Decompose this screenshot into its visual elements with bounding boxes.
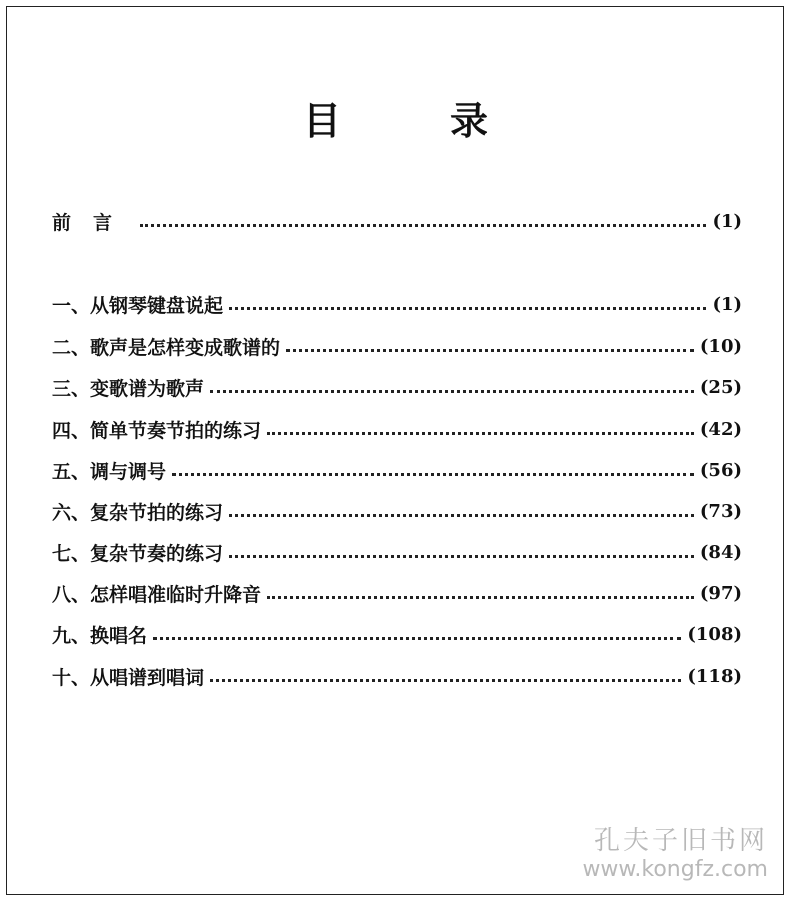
chapter-number: 四、 (52, 419, 91, 442)
dot-leader (229, 555, 694, 558)
toc-entry-title (52, 663, 204, 690)
chapter-title: 调与调号 (90, 460, 167, 483)
dot-leader (267, 432, 694, 435)
watermark-url: www.kongfz.com (582, 857, 768, 882)
chapter-title: 简单节奏节拍的练习 (90, 419, 262, 442)
toc-entry-title: 前言 (52, 211, 135, 234)
toc-heading (0, 96, 790, 146)
toc-entry-preface[interactable] (52, 206, 742, 236)
toc-entry-title (52, 333, 280, 360)
toc-entry-page: (56) (699, 459, 742, 481)
toc-entry-title (52, 539, 223, 566)
chapter-title: 歌声是怎样变成歌谱的 (90, 336, 281, 359)
toc-entry-chapter-7[interactable] (52, 537, 742, 567)
chapter-number: 七、 (52, 542, 91, 565)
toc-entry-page: (73) (699, 500, 742, 522)
toc-entry-chapter-2[interactable] (52, 331, 742, 361)
toc-entry-title (52, 498, 223, 525)
chapter-title: 复杂节奏的练习 (90, 542, 224, 565)
toc-entry-title (52, 580, 261, 607)
dot-leader (229, 514, 694, 517)
dot-leader (267, 596, 694, 599)
watermark-site-name: 孔夫子旧书网 (593, 826, 768, 856)
chapter-title: 从唱谱到唱词 (90, 666, 205, 689)
chapter-number: 八、 (52, 583, 91, 606)
toc-entry-page: (108) (687, 623, 742, 645)
chapter-number: 十、 (52, 666, 91, 689)
chapter-title: 怎样唱准临时升降音 (90, 583, 262, 606)
chapter-number: 六、 (52, 501, 91, 524)
toc-entry-title (52, 416, 261, 443)
toc-entry-chapter-3[interactable] (52, 372, 742, 402)
toc-entry-page: (42) (699, 418, 742, 440)
toc-entry-page: (97) (699, 582, 742, 604)
toc-entry-title (52, 621, 147, 648)
toc-entry-title (52, 457, 166, 484)
chapter-title: 换唱名 (90, 624, 148, 647)
toc-entry-title (52, 291, 223, 318)
toc-entry-page: (1) (712, 210, 742, 232)
chapter-title: 复杂节拍的练习 (90, 501, 224, 524)
toc-entry-chapter-6[interactable] (52, 496, 742, 526)
toc-entry-page: (1) (712, 293, 742, 315)
chapter-number: 九、 (52, 624, 91, 647)
toc-entry-page: (25) (699, 376, 742, 398)
chapter-number: 一、 (52, 294, 91, 317)
dot-leader (172, 473, 694, 476)
toc-entry-chapter-4[interactable] (52, 414, 742, 444)
chapter-title: 变歌谱为歌声 (90, 377, 205, 400)
toc-entry-page: (84) (699, 541, 742, 563)
watermark (582, 825, 768, 883)
chapter-number: 五、 (52, 460, 91, 483)
toc-entry-chapter-8[interactable] (52, 578, 742, 608)
chapter-title: 从钢琴键盘说起 (90, 294, 224, 317)
dot-leader (210, 390, 694, 393)
toc-entry-title (52, 374, 204, 401)
toc-entry-chapter-10[interactable] (52, 661, 742, 691)
toc-entry-page: (10) (699, 335, 742, 357)
chapter-number: 二、 (52, 336, 91, 359)
toc-entry-chapter-5[interactable] (52, 455, 742, 485)
toc-heading-char-1: 目 (303, 99, 342, 143)
toc-entry-chapter-9[interactable] (52, 619, 742, 649)
chapter-number: 三、 (52, 377, 91, 400)
dot-leader (210, 679, 681, 682)
dot-leader (140, 224, 706, 227)
toc-entry-chapter-1[interactable] (52, 289, 742, 319)
toc-heading-char-2: 录 (450, 99, 489, 143)
dot-leader (286, 349, 694, 352)
toc-entry-page: (118) (687, 665, 742, 687)
dot-leader (229, 307, 706, 310)
dot-leader (153, 637, 681, 640)
